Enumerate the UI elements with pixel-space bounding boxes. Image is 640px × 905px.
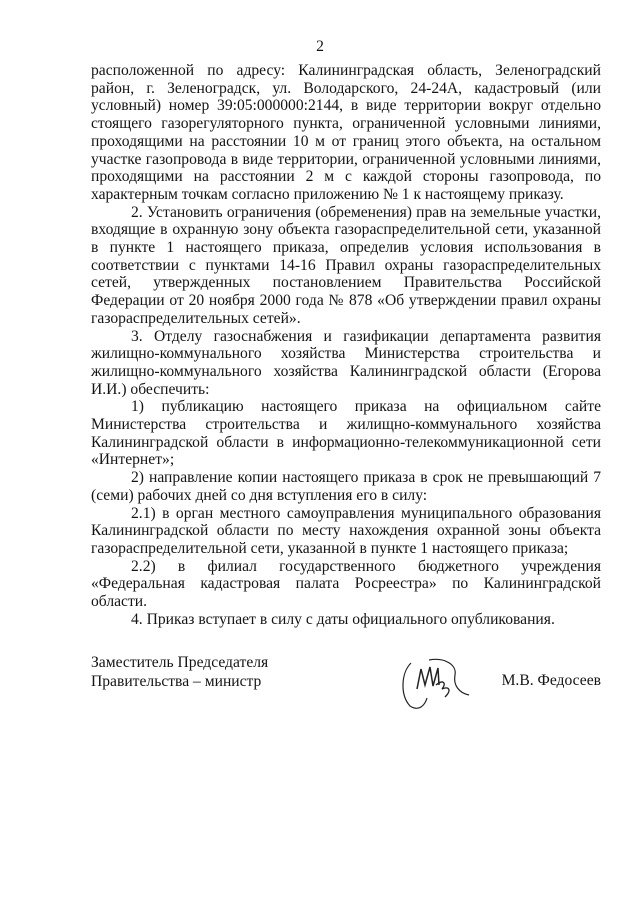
signature-block	[91, 653, 601, 713]
signer-title: Заместитель Председателя Правительства – министр	[91, 654, 269, 690]
signer-name: М.В. Федосеев	[501, 672, 601, 689]
paragraph-item-3-1: 1) публикацию настоящего приказа на официальном сайте Министерства строительства и жилищно-коммунального хозяйства Калининградской области в информационно-телекоммуникационной сети «Интернет»;	[91, 398, 601, 469]
paragraph-item-2-2: 2.2) в филиал государственного бюджетного учреждения «Федеральная кадастровая палата Росреестра» по Калининградской области.	[91, 557, 601, 611]
paragraph-item-4: 4. Приказ вступает в силу с даты официального опубликования.	[131, 610, 555, 628]
paragraph-item-3-2: 2) направление копии настоящего приказа в срок не превышающий 7 (семи) рабочих дней со дня вступления его в силу:	[91, 469, 601, 504]
paragraph-item-2: 2. Установить ограничения (обременения) прав на земельные участки, входящие в охранную зону объекта газораспределительной сети, указанной в пункте 1 настоящего приказа, определив условия использования в соответствии с пунктами 14-16 Правил охраны газораспределительных сетей, утвержденных постановлением Правительства Российской Федерации от 20 ноября 2000 года № 878 «Об утверждении правил охраны газораспределительных сетей».	[91, 203, 601, 327]
handwritten-signature	[397, 655, 477, 711]
paragraph-address-continuation: расположенной по адресу: Калининградская область, Зеленоградский район, г. Зеленоградск, ул. Володарского, 24-24А, кадастровый (или условный) номер 39:05:000000:2144, в виде территории вокруг отдельно стоящего газорегуляторного пункта, ограниченной условными линиями, проходящими на расстоянии 10 м от границ этого объекта, на остальном участке газопровода в виде территории, ограниченной условными линиями, проходящими на расстоянии 2 м с каждой стороны газопровода, по характерным точкам согласно приложению № 1 к настоящему приказу.	[91, 62, 601, 203]
paragraph-item-3: 3. Отделу газоснабжения и газификации департамента развития жилищно-коммунального хозяйства Министерства строительства и жилищно-коммунального хозяйства Калининградской области (Егорова И.И.) обеспечить:	[91, 327, 601, 398]
paragraph-item-2-1: 2.1) в орган местного самоуправления муниципального образования Калининградской области по месту нахождения охранной зоны объекта газораспределительной сети, указанной в пункте 1 настоящего приказа;	[91, 504, 601, 557]
document-body	[91, 62, 601, 629]
page-number: 2	[316, 38, 324, 55]
